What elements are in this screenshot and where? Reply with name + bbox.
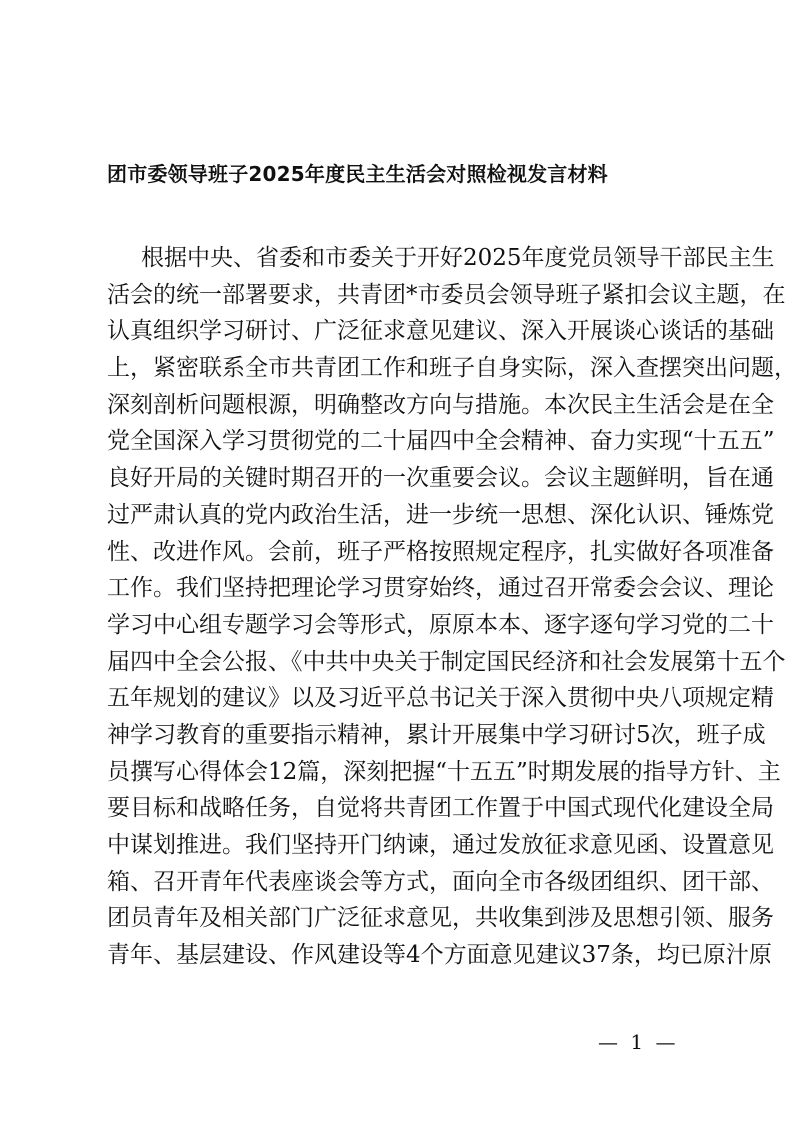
document-body [107,240,797,974]
page-number: — 1 — [598,1030,679,1054]
document-title: 团市委领导班子2025年度民主生活会对照检视发言材料 [107,162,608,186]
paragraph-line: 过严肃认真的党内政治生活，进一步统一思想、深化认识、锤炼党 [107,501,774,528]
paragraph-line: 青年、基层建设、作风建设等4个方面意见建议37条，均已原汁原 [107,942,772,969]
paragraph-line: 性、改进作风。会前，班子严格按照规定程序，扎实做好各项准备 [107,538,774,565]
paragraph-line: 上，紧密联系全市共青团工作和班子自身实际，深入查摆突出问题， [107,355,797,382]
paragraph-line: 团员青年及相关部门广泛征求意见，共收集到涉及思想引领、服务 [107,905,774,932]
paragraph-line: 中谋划推进。我们坚持开门纳谏，通过发放征求意见函、设置意见 [107,832,774,858]
paragraph-line: 箱、召开青年代表座谈会等方式，面向全市各级团组织、团干部、 [107,868,774,895]
paragraph-line: 学习中心组专题学习会等形式，原原本本、逐字逐句学习党的二十 [107,611,774,638]
paragraph-line: 深刻剖析问题根源，明确整改方向与措施。本次民主生活会是在全 [107,391,774,418]
paragraph-line: 活会的统一部署要求，共青团*市委员会领导班子紧扣会议主题，在 [107,281,786,308]
paragraph-line: 良好开局的关键时期召开的一次重要会议。会议主题鲜明，旨在通 [107,465,774,492]
paragraph-line: 员撰写心得体会12篇，深刻把握“十五五”时期发展的指导方针、主 [107,758,781,785]
paragraph-line: 党全国深入学习贯彻党的二十届四中全会精神、奋力实现“十五五” [107,428,775,455]
paragraph-line: 神学习教育的重要指示精神，累计开展集中学习研讨5次，班子成 [107,721,766,748]
paragraph-line: 届四中全会公报、《中共中央关于制定国民经济和社会发展第十五个 [107,648,786,675]
paragraph-line: 认真组织学习研讨、广泛征求意见建议、深入开展谈心谈话的基础 [107,318,774,345]
paragraph-line: 根据中央、省委和市委关于开好2025年度党员领导干部民主生 [141,245,775,271]
paragraph-line: 五年规划的建议》以及习近平总书记关于深入贯彻中央八项规定精 [107,685,774,712]
paragraph-line: 工作。我们坚持把理论学习贯穿始终，通过召开常委会会议、理论 [107,575,774,602]
paragraph-line: 要目标和战略任务，自觉将共青团工作置于中国式现代化建设全局 [107,795,774,822]
